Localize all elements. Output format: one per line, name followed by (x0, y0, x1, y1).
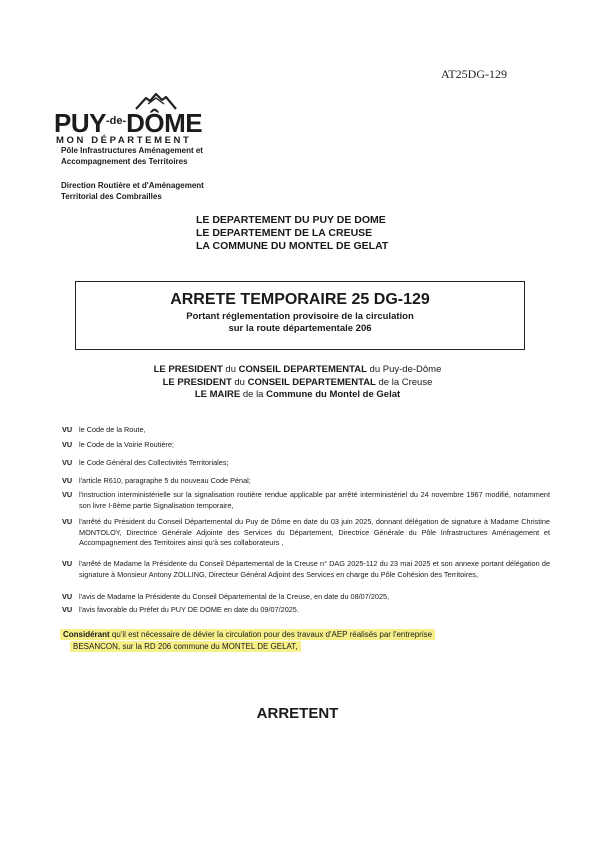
signatories (40, 364, 555, 402)
decree-subtitle: Portant réglementation provisoire de la circulation sur la route départementale 206 (186, 311, 414, 334)
visa-item: VU l'avis de Madame la Présidente du Conseil Départemental de la Creuse, en date du 08/07/2025, (62, 592, 390, 601)
authority-line: LE DEPARTEMENT DE LA CREUSE (196, 227, 373, 239)
signatory-line: LE MAIRE de la Commune du Montel de Gelat (194, 389, 401, 400)
considerant-paragraph (60, 629, 530, 653)
logo-tagline: MON DÉPARTEMENT (56, 135, 192, 146)
authority-line: LA COMMUNE DU MONTEL DE GELAT (196, 240, 389, 252)
visa-item: VU l'article R610, paragraphe 5 du nouveau Code Pénal; (62, 476, 251, 485)
visa-item: VU le Code de la Route, (62, 425, 146, 434)
visa-item: VU l'arrêté du Président du Conseil Départemental du Puy de Dôme en date du 03 juin 2025, donnant délégation de signature à Madame Christine MONTOLOY, Directrice Générale Adjointe des Services du Département, Directrice Générale du Pôle Infrastructures Aménagement et Accompagnement des Territoires ainsi qu'à ses collaborateurs , (62, 517, 550, 547)
decree-title-box (75, 281, 525, 350)
visa-item: VU le Code de la Voirie Routière; (62, 440, 174, 449)
visa-item: VU l'arrêté de Madame la Présidente du Conseil Départemental de la Creuse n° DAG 2025-112 du 23 mai 2025 et son annexe portant délégation de signature à Monsieur Antony ZOLLING, Directeur Général Adjoint des Services en charge du Pôle Cohésion des Territoires, (62, 559, 550, 579)
highlighted-text: BESANCON, sur la RD 206 commune du MONTEL DE GELAT, (70, 641, 301, 652)
visa-item: VU l'instruction interministérielle sur la signalisation routière rendue applicable par arrêté interministériel du 24 novembre 1967 modifié, notamment son livre I-8ème partie Signalisation temporaire, (62, 490, 550, 510)
document-reference: AT25DG-129 (441, 67, 507, 81)
service-pole: Pôle Infrastructures Aménagement et Accompagnement des Territoires (61, 146, 203, 166)
highlighted-text: Considérant qu'il est nécessaire de dévier la circulation pour des travaux d'AEP réalisés par l'entreprise (60, 629, 435, 640)
decree-title: ARRETE TEMPORAIRE 25 DG-129 (170, 291, 430, 308)
signatory-line: LE PRESIDENT du CONSEIL DEPARTEMENTAL de la Creuse (162, 376, 433, 388)
authority-line: LE DEPARTEMENT DU PUY DE DOME (196, 214, 386, 226)
visa-item: VU l'avis favorable du Préfet du PUY DE DOME en date du 09/07/2025. (62, 605, 299, 614)
signatory-line: LE PRESIDENT du CONSEIL DEPARTEMENTAL du Puy-de-Dôme (153, 364, 442, 375)
visa-item: VU le Code Général des Collectivités Territoriales; (62, 458, 229, 467)
decision-heading: ARRETENT (256, 705, 339, 722)
logo-wordmark: $PUY^{-de-}DÔME$ (54, 108, 203, 138)
issuing-authorities (196, 214, 388, 253)
service-direction: Direction Routière et d'Aménagement Territorial des Combrailles (61, 181, 204, 201)
